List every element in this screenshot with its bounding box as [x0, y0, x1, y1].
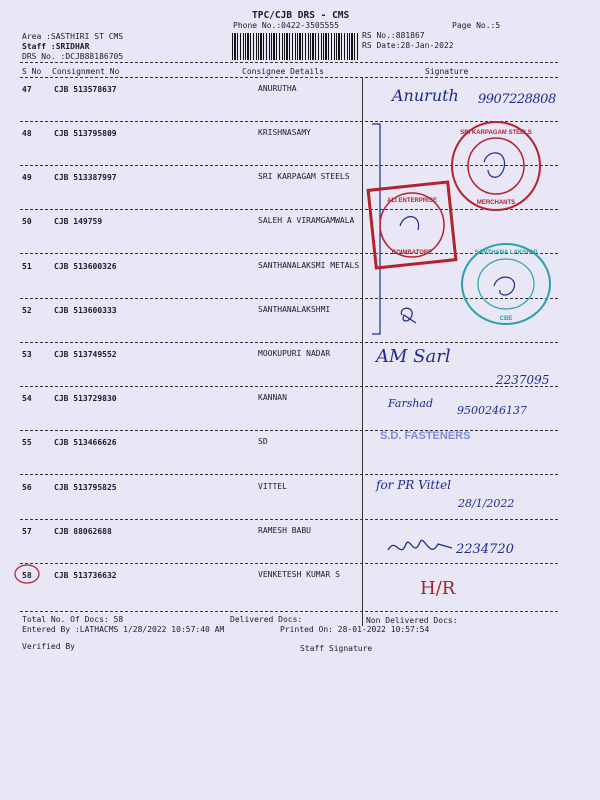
row-sno: 50 [22, 217, 32, 226]
svg-text:SRI KARPAGAM STEELS: SRI KARPAGAM STEELS [460, 130, 532, 136]
phone-row-53: 2237095 [496, 373, 550, 387]
signature-column-divider [362, 78, 363, 626]
stamp-sd-fasteners: S.D. FASTENERS [380, 430, 471, 442]
drs-number: DRS No. :DCJB88186705 [22, 52, 124, 61]
phone-number: Phone No.:0422-3505555 [233, 21, 339, 30]
row-consignee: SRI KARPAGAM STEELS [258, 172, 350, 181]
row-sno: 51 [22, 262, 32, 271]
stamp-ali-enterprise [366, 180, 458, 270]
phone-row-54: 9500246137 [457, 404, 527, 417]
col-signature: Signature [425, 67, 469, 76]
svg-text:ALI ENTERPRISE: ALI ENTERPRISE [387, 198, 437, 204]
col-consignment: Consignment No [52, 67, 120, 76]
row-divider [20, 386, 558, 387]
printed-on: Printed On: 28-01-2022 10:57:54 [280, 625, 430, 634]
col-consignee: Consignee Details [242, 67, 324, 76]
staff-label: Staff :SRIDHAR [22, 42, 90, 51]
row-consignment: CJB 513736632 [54, 571, 117, 580]
row-consignment: CJB 513749552 [54, 350, 117, 359]
header-divider-bottom [20, 77, 558, 78]
row-consignee: KANNAN [258, 393, 287, 402]
row-consignment: CJB 149759 [54, 217, 103, 226]
row-sno: 54 [22, 394, 32, 403]
entered-by: Entered By :LATHACMS 1/28/2022 10:57:40 AM [22, 625, 225, 634]
svg-text:SANTHANA LAKSHMI: SANTHANA LAKSHMI [474, 250, 538, 256]
row-consignee: ANURUTHA [258, 84, 297, 93]
row-sno: 49 [22, 173, 32, 182]
signature-row-53: AM Sarl [376, 346, 451, 367]
row-sno: 52 [22, 306, 32, 315]
signature-row-47: Anuruth [392, 86, 459, 105]
signature-row-56: for PR Vittel [376, 478, 452, 492]
svg-text:COIMBATORE: COIMBATORE [391, 250, 433, 256]
row-sno: 56 [22, 483, 32, 492]
signature-row-57 [386, 530, 456, 568]
row-divider [20, 430, 558, 431]
delivered-docs: Delivered Docs: [230, 615, 303, 624]
row-sno: 58 [22, 571, 32, 580]
row-consignment: CJB 513387997 [54, 173, 117, 182]
document-title: TPC/CJB DRS - CMS [252, 10, 350, 21]
area-label: Area :SASTHIRI ST CMS [22, 32, 124, 41]
row-consignee: VITTEL [258, 482, 287, 491]
row-consignment: CJB 513600333 [54, 306, 117, 315]
row-divider [20, 474, 558, 475]
row-divider [20, 519, 558, 520]
row-divider [20, 342, 558, 343]
row-consignment: CJB 513729830 [54, 394, 117, 403]
rs-number: RS No.:881867 [362, 31, 425, 40]
row-consignee: KRISHNASAMY [258, 128, 311, 137]
row-sno: 53 [22, 350, 32, 359]
row-consignment: CJB 513578637 [54, 85, 117, 94]
row-consignment: CJB 88062688 [54, 527, 112, 536]
signature-row-54: Farshad [388, 397, 434, 410]
svg-text:MERCHANTS: MERCHANTS [476, 200, 516, 206]
row-sno: 47 [22, 85, 32, 94]
row-consignment: CJB 513795809 [54, 129, 117, 138]
date-row-56: 28/1/2022 [458, 497, 515, 510]
row-consignment: CJB 513466626 [54, 438, 117, 447]
rs-date: RS Date:28-Jan-2022 [362, 41, 454, 50]
hr-mark-row-58: H/R [420, 578, 456, 599]
non-delivered-docs: Non Delivered Docs: [366, 616, 458, 625]
row-consignee: SANTHANALAKSHMI [258, 305, 331, 314]
barcode [232, 33, 358, 60]
row-consignee: MOOKUPURI NADAR [258, 349, 331, 358]
row-sno: 48 [22, 129, 32, 138]
staff-signature: Staff Signature [300, 644, 373, 653]
stamp-santhana-lakshmi [458, 240, 554, 328]
verified-by: Verified By [22, 642, 75, 651]
row-consignee: SANTHANALAKSMI METALS [258, 261, 360, 270]
row-consignee: SALEH A VIRAMGAMWALA [258, 216, 355, 225]
row-consignee: VENKETESH KUMAR S [258, 570, 340, 579]
circled-row-mark [12, 562, 42, 586]
total-docs: Total No. Of Docs: 58 [22, 615, 124, 624]
row-consignment: CJB 513795825 [54, 483, 117, 492]
stamp-karpagam-steels [448, 118, 544, 214]
row-consignee: SD [258, 437, 268, 446]
row-consignment: CJB 513600326 [54, 262, 117, 271]
header-divider [20, 62, 558, 63]
row-sno: 57 [22, 527, 32, 536]
svg-text:CBE: CBE [499, 316, 513, 322]
page-number: Page No.:5 [452, 21, 501, 30]
row-divider [20, 611, 558, 612]
row-consignee: RAMESH BABU [258, 526, 311, 535]
col-sno: S No [22, 67, 42, 76]
scribble-row-52 [396, 303, 420, 327]
phone-row-57: 2234720 [456, 542, 514, 557]
row-sno: 55 [22, 438, 32, 447]
row-divider [20, 563, 558, 564]
phone-row-47: 9907228808 [478, 92, 556, 107]
